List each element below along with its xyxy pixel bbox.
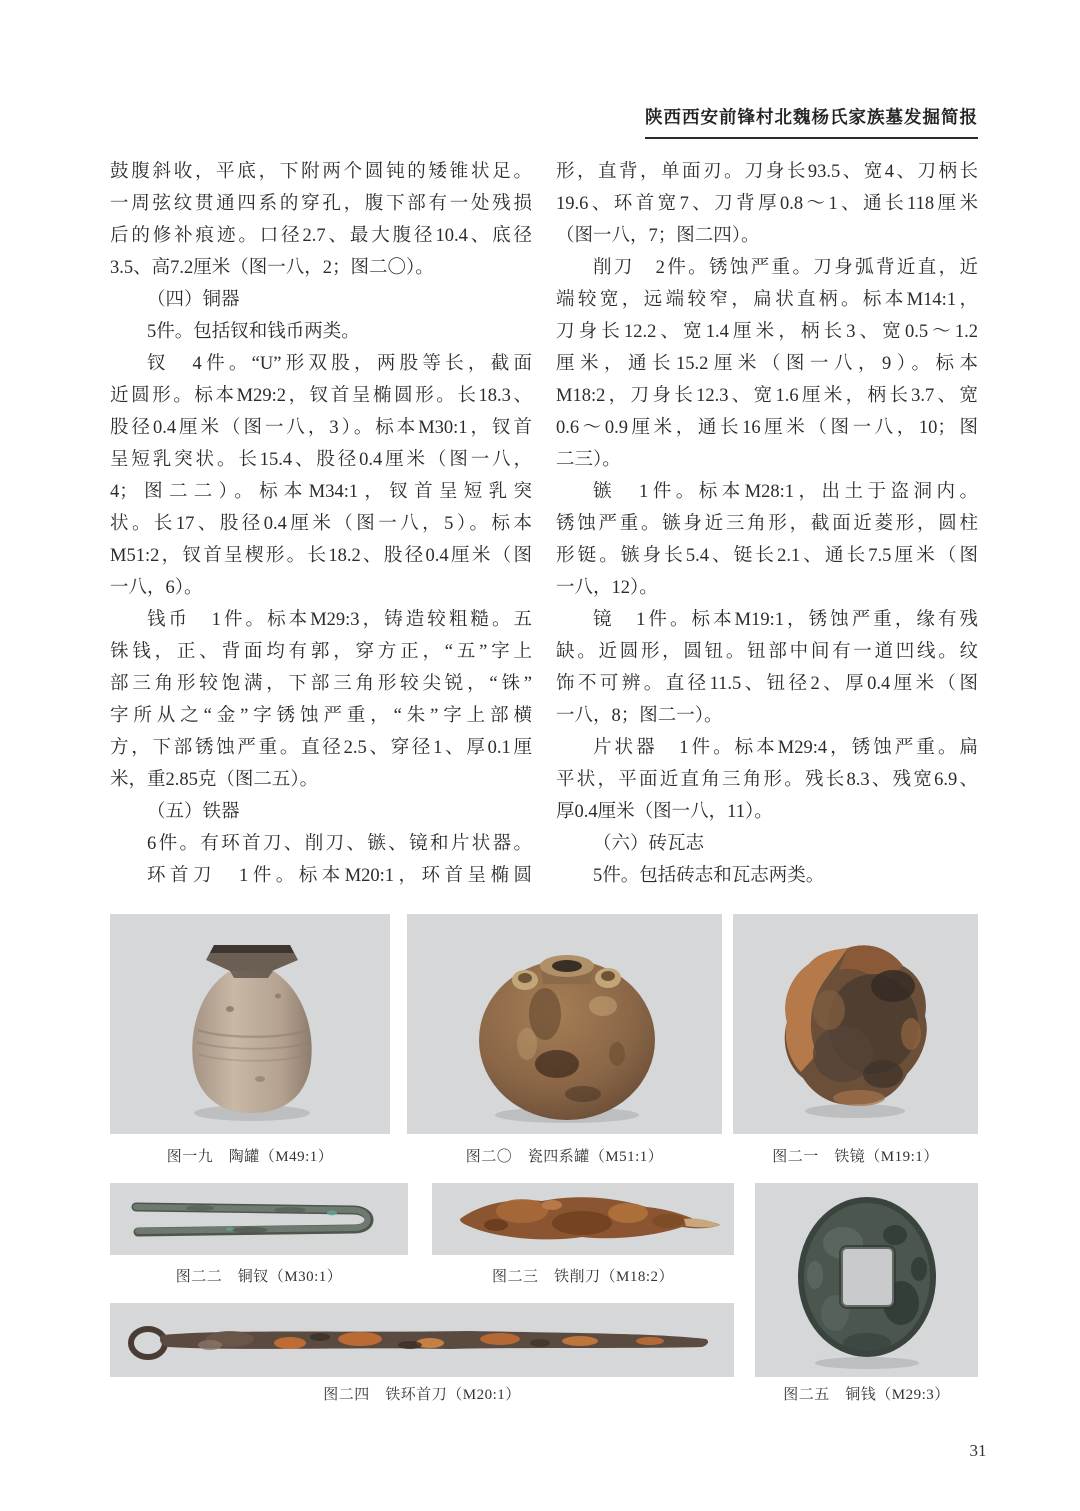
text-line: 锈蚀严重。镞身近三角形，截面近菱形，圆柱 xyxy=(556,514,978,534)
text-column-left xyxy=(110,156,532,892)
text-line: 铢钱，正、背面均有郭，穿方正，“五”字上 xyxy=(110,642,532,662)
text-line: 字所从之“金”字锈蚀严重，“朱”字上部横 xyxy=(110,706,532,726)
text-line: 呈短乳突状。长15.4、股径0.4厘米（图一八， xyxy=(110,450,532,470)
text-line: 米，重2.85克（图二五）。 xyxy=(110,770,319,790)
page-number: 31 xyxy=(969,1441,987,1460)
text-line: （六）砖瓦志 xyxy=(593,834,705,854)
text-line: 平状，平面近直角三角形。残长8.3、残宽6.9、 xyxy=(556,770,978,790)
text-line: 钱币 1件。标本M29:3，铸造较粗糙。五 xyxy=(147,610,532,630)
ring-pommel-knife-photo xyxy=(110,1303,734,1377)
text-line: 镞 1件。标本M28:1，出土于盗洞内。 xyxy=(593,482,978,502)
text-line: 6件。有环首刀、削刀、镞、镜和片状器。 xyxy=(147,834,532,854)
text-line: 近圆形。标本M29:2，钗首呈椭圆形。长18.3、 xyxy=(110,386,532,406)
page-header-title: 陕西西安前锋村北魏杨氏家族墓发掘简报 xyxy=(645,104,978,139)
figure-caption: 图二四 铁环首刀（M20:1） xyxy=(323,1387,521,1403)
porcelain-jar-photo xyxy=(407,914,722,1134)
text-line: 0.6～0.9厘米，通长16厘米（图一八，10；图 xyxy=(556,418,978,438)
text-line: 一八，12）。 xyxy=(556,578,658,598)
text-line: 5件。包括钗和钱币两类。 xyxy=(147,322,360,342)
pottery-jar-photo xyxy=(110,914,390,1134)
text-line: 端较宽，远端较窄，扁状直柄。标本M14:1， xyxy=(556,290,978,310)
text-line: （五）铁器 xyxy=(147,802,240,822)
text-line: M51:2，钗首呈楔形。长18.2、股径0.4厘米（图 xyxy=(110,546,532,566)
text-line: 方，下部锈蚀严重。直径2.5、穿径1、厚0.1厘 xyxy=(110,738,532,758)
text-line: 一八，6）。 xyxy=(110,578,203,598)
text-column-right xyxy=(556,156,978,892)
text-line: 3.5、高7.2厘米（图一八，2；图二〇）。 xyxy=(110,258,434,278)
text-line: 股径0.4厘米（图一八，3）。标本M30:1，钗首 xyxy=(110,418,532,438)
iron-mirror-illustration xyxy=(733,914,978,1134)
text-line: 二三）。 xyxy=(556,450,621,470)
iron-mirror-photo xyxy=(733,914,978,1134)
text-line: 5件。包括砖志和瓦志两类。 xyxy=(593,866,825,886)
figure-caption: 图二一 铁镜（M19:1） xyxy=(772,1149,939,1165)
text-line: 钗 4件。“U”形双股，两股等长，截面 xyxy=(147,354,532,374)
figure-caption: 图二三 铁削刀（M18:2） xyxy=(491,1269,674,1285)
text-line: 缺。近圆形，圆钮。钮部中间有一道凹线。纹 xyxy=(556,642,978,662)
text-line: 鼓腹斜收，平底，下附两个圆钝的矮锥状足。 xyxy=(110,162,532,182)
text-line: 形铤。镞身长5.4、铤长2.1、通长7.5厘米（图 xyxy=(556,546,978,566)
figure-caption: 图二五 铜钱（M29:3） xyxy=(783,1387,950,1403)
iron-paring-knife-illustration xyxy=(432,1183,734,1255)
text-line: 部三角形较饱满，下部三角形较尖锐，“铢” xyxy=(110,674,532,694)
porcelain-jar-illustration xyxy=(407,914,722,1134)
bronze-coin-photo xyxy=(755,1183,978,1377)
text-line: 形，直背，单面刃。刀身长93.5、宽4、刀柄长 xyxy=(556,162,978,182)
text-line: 厚0.4厘米（图一八，11）。 xyxy=(556,802,773,822)
text-line: M18:2，刀身长12.3、宽1.6厘米，柄长3.7、宽 xyxy=(556,386,978,406)
text-line: 4；图二二）。标本M34:1，钗首呈短乳突 xyxy=(110,482,532,502)
figure-caption: 图二〇 瓷四系罐（M51:1） xyxy=(465,1149,664,1165)
bronze-hairpin-photo xyxy=(110,1183,408,1255)
text-line: 环首刀 1件。标本M20:1，环首呈椭圆 xyxy=(147,866,532,886)
ring-pommel-knife-illustration xyxy=(110,1303,734,1377)
text-line: （四）铜器 xyxy=(147,290,240,310)
text-line: 削刀 2件。锈蚀严重。刀身弧背近直，近 xyxy=(593,258,978,278)
text-line: 饰不可辨。直径11.5、钮径2、厚0.4厘米（图 xyxy=(556,674,978,694)
text-line: 镜 1件。标本M19:1，锈蚀严重，缘有残 xyxy=(593,610,978,630)
figure-caption: 图一九 陶罐（M49:1） xyxy=(166,1149,334,1165)
text-line: 一八，8；图二一）。 xyxy=(556,706,723,726)
text-line: 19.6、环首宽7、刀背厚0.8～1、通长118厘米 xyxy=(556,194,978,214)
pottery-jar-illustration xyxy=(110,914,390,1134)
bronze-hairpin-illustration xyxy=(110,1183,408,1255)
text-line: 一周弦纹贯通四系的穿孔，腹下部有一处残损 xyxy=(110,194,532,214)
text-line: 厘米，通长15.2厘米（图一八，9）。标本 xyxy=(556,354,978,374)
text-line: 刀身长12.2、宽1.4厘米，柄长3、宽0.5～1.2 xyxy=(556,322,978,342)
figure-caption: 图二二 铜钗（M30:1） xyxy=(175,1269,343,1285)
text-line: 片状器 1件。标本M29:4，锈蚀严重。扁 xyxy=(593,738,978,758)
iron-paring-knife-photo xyxy=(432,1183,734,1255)
text-line: 状。长17、股径0.4厘米（图一八，5）。标本 xyxy=(110,514,532,534)
text-line: （图一八，7；图二四）。 xyxy=(556,226,760,246)
text-line: 后的修补痕迹。口径2.7、最大腹径10.4、底径 xyxy=(110,226,532,246)
bronze-coin-illustration xyxy=(755,1183,978,1377)
